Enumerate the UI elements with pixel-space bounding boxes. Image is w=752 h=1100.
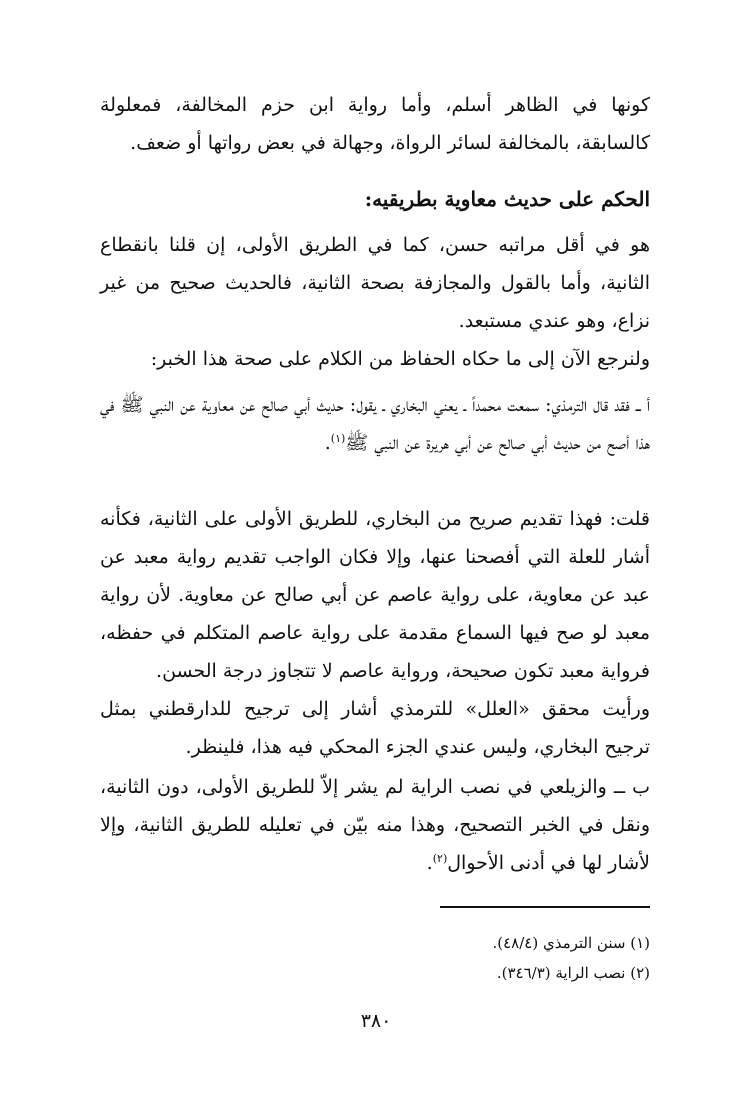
footnote-ref-1: (١): [330, 432, 346, 445]
paragraph-2: ولنرجع الآن إلى ما حكاه الحفاظ من الكلام على صحة هذا الخبر:: [150, 348, 650, 370]
intro-paragraph: كونها في الظاهر أسلم، وأما رواية ابن حزم المخالفة، فمعلولة كالسابقة، بالمخالفة لسائر الرواة، وجهالة في بعض رواتها أو ضعف.: [100, 94, 650, 154]
footnotes: [100, 928, 650, 988]
footnote-ref-2: (٢): [432, 852, 448, 865]
paragraph-4: قلت: فهذا تقديم صريح من البخاري، للطريق الأولى على الثانية، فكأنه أشار للعلة التي أفصحنا عنها، وإلا فكان الواجب تقديم رواية معبد عن عبد عن معاوية، على رواية عاصم عن أبي صالح عن معاوية. لأن رواية معبد لو صح فيها السماع مقدمة على رواية عاصم المتكلم في حفظه، فرواية معبد تكون صحيحة، ورواية عاصم لا تتجاوز درجة الحسن.: [100, 508, 650, 682]
footnote-divider: [440, 906, 650, 908]
paragraph-3-end: .: [324, 432, 331, 454]
paragraph-6-end: .: [426, 852, 433, 874]
footnote-1: (١) سنن الترمذي (٤٨/٤).: [492, 934, 650, 952]
paragraph-5: ورأيت محقق «العلل» للترمذي أشار إلى ترجيح للدارقطني بمثل ترجيح البخاري، وليس عندي الجزء المحكي فيه هذا، فلينظر.: [100, 698, 650, 758]
paragraph-6: [100, 768, 650, 882]
paragraph-3-text: أ ــ فقد قال الترمذي: سمعت محمداً ـ يعني البخاري ـ يقول: حديث أبي صالح عن معاوية عن النبي ﷺ في هذا أصح من حديث أبي صالح عن أبي هريرة عن النبي ﷺ: [100, 394, 650, 454]
footnote-2: (٢) نصب الراية (٣٤٦/٣).: [496, 964, 650, 982]
paragraph-6-text: ب ــ والزيلعي في نصب الراية لم يشر إلاّ للطريق الأولى، دون الثانية، ونقل في الخبر التصحيح، وهذا منه بيّن في تعليله للطريق الثانية، وإلا لأشار لها في أدنى الأحوال: [100, 776, 650, 874]
page-number: ٣٨٠: [360, 1010, 392, 1032]
section-heading: الحكم على حديث معاوية بطريقيه:: [364, 187, 650, 211]
paragraph-3: [100, 386, 650, 462]
paragraph-1: هو في أقل مراتبه حسن، كما في الطريق الأولى، إن قلنا بانقطاع الثانية، وأما بالقول والمجازفة بصحة الثانية، فالحديث صحيح من غير نزاع، وهو عندي مستبعد.: [100, 234, 650, 332]
